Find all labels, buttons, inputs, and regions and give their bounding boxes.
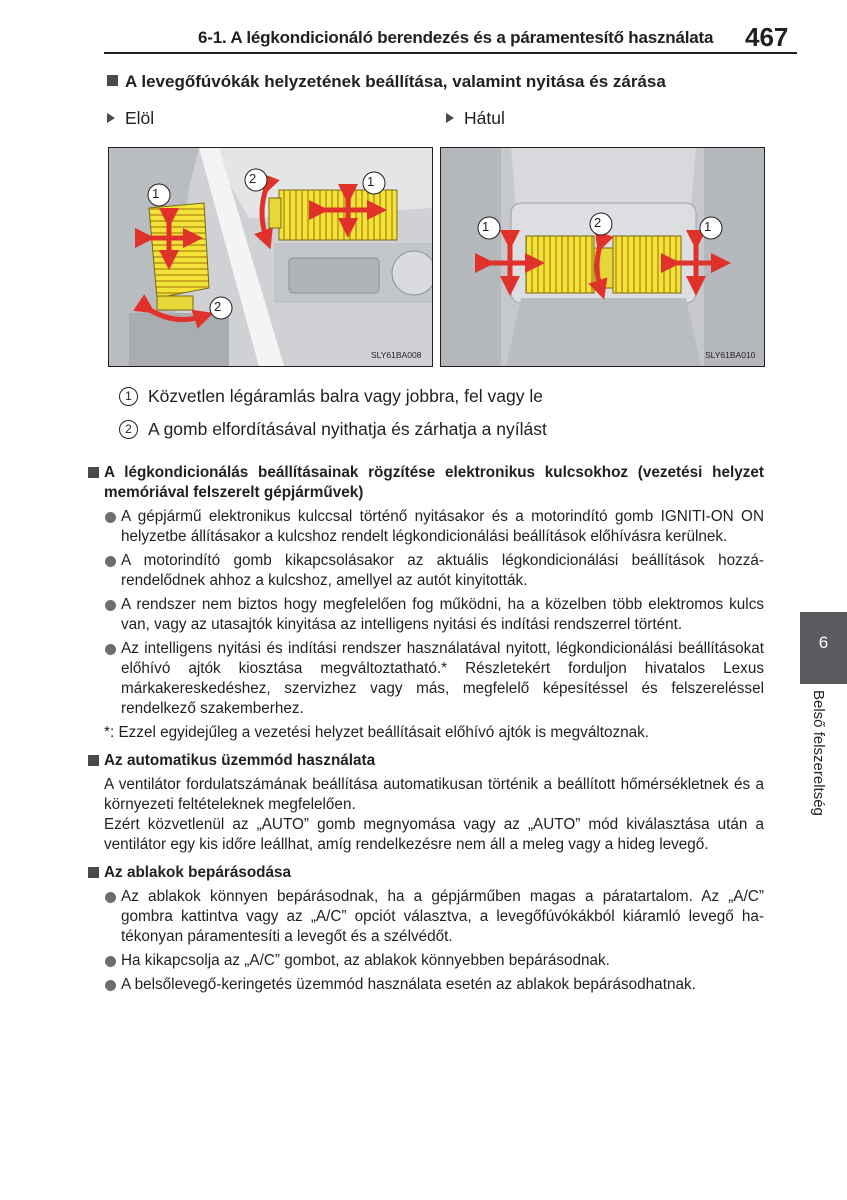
number-1-icon: 1	[119, 387, 138, 406]
paragraph: A ventilátor fordulatszámának beállítása automatikusan történik a beállított hőmérsékletnek és a környezeti feltételeknek megfelelően.	[104, 776, 764, 813]
list-item: A motorindító gomb kikapcsolásakor az aktuális légkondicionálási beállítások hozzárendelődnek ahhoz a kulcshoz, amellyel az autót kinyitották.	[88, 551, 764, 591]
marker-1: 1	[704, 219, 712, 234]
fog-section-heading: Az ablakok bepárásodása	[88, 863, 764, 883]
triangle-bullet-icon	[107, 113, 115, 123]
image-code: SLY61BA010	[705, 350, 756, 360]
front-vents-photo	[108, 147, 433, 367]
legend-item-1: 1 Közvetlen légáramlás balra vagy jobbra, fel vagy le	[119, 386, 543, 407]
triangle-bullet-icon	[446, 113, 454, 123]
paragraph: Ezért közvetlenül az „AUTO” gomb megnyomása vagy az „AUTO” mód kiválasztása után a ventilátor egy kis időre leállhat, amíg rendelkezésre nem áll a meleg vagy a hideg levegő.	[104, 816, 764, 853]
square-bullet-icon	[107, 75, 118, 86]
header-section-title: 6-1. A légkondicionáló berendezés és a páramentesítő használata	[198, 28, 714, 47]
page-number: 467	[745, 22, 789, 52]
square-bullet-icon	[88, 467, 99, 478]
legend-item-2: 2 A gomb elfordításával nyithatja és zárhatja a nyílást	[119, 419, 547, 440]
list-item: A rendszer nem biztos hogy megfelelően fog működni, ha a közelben több elektromos kulcs van, vagy az utasajtók kinyitása az intelligens nyitási és indítási rendszerrel történt.	[88, 595, 764, 635]
marker-2: 2	[214, 299, 222, 314]
chapter-label: Belső felszereltség	[810, 690, 827, 816]
chapter-tab: 6	[800, 612, 847, 684]
marker-1: 1	[367, 174, 375, 189]
square-bullet-icon	[88, 867, 99, 878]
marker-1: 1	[482, 219, 490, 234]
list-item: A gépjármű elektronikus kulccsal történő nyitásakor és a motorindító gomb IGNITI-ON ON helyzetbe állításakor a kulcshoz rendelt légkondicionálási beállítások előhívásra kerülnek.	[88, 507, 764, 547]
list-item: Ha kikapcsolja az „A/C” gombot, az ablakok könnyebben bepárásodnak.	[88, 951, 764, 971]
rear-vents-photo	[440, 147, 765, 367]
marker-2: 2	[249, 171, 257, 186]
marker-2: 2	[594, 215, 602, 230]
header-rule	[104, 52, 797, 54]
list-item: A belsőlevegő-keringetés üzemmód használata esetén az ablakok bepárásodhatnak.	[88, 975, 764, 995]
square-bullet-icon	[88, 755, 99, 766]
vents-section-heading: A levegőfúvókák helyzetének beállítása, valamint nyitása és zárása	[107, 72, 666, 92]
key-section-heading: A légkondicionálás beállításainak rögzítése elektronikus kulcsokhoz (vezetési helyzet memóriával felszerelt gépjárművek)	[88, 463, 764, 503]
rear-label: Hátul	[446, 108, 505, 129]
list-item: Az ablakok könnyen bepárásodnak, ha a gépjárműben magas a páratartalom. Az „A/C” gombra kattintva vagy az „A/C” opciót választva, a levegőfúvókákból kiáramló levegő hatékonyan páramentesíti a levegőt és a szélvédőt.	[88, 887, 764, 947]
list-item: Az intelligens nyitási és indítási rendszer használatával nyitott, légkondicionálási beállításokat előhívó ajtók kiosztása megváltoztatható.* Részletekért forduljon hivatalos Lexus márkakereskedéshez, szervizhez vagy más, megfelelő képesítéssel és felszereléssel rendelkező szakemberhez.	[88, 639, 764, 719]
marker-1: 1	[152, 186, 160, 201]
auto-section-heading: Az automatikus üzemmód használata	[88, 751, 764, 771]
body-text	[88, 463, 764, 995]
front-label: Elöl	[107, 108, 154, 129]
footnote: *: Ezzel egyidejűleg a vezetési helyzet beállításait előhívó ajtók is megváltoznak.	[104, 724, 650, 741]
number-2-icon: 2	[119, 420, 138, 439]
image-code: SLY61BA008	[371, 350, 422, 360]
